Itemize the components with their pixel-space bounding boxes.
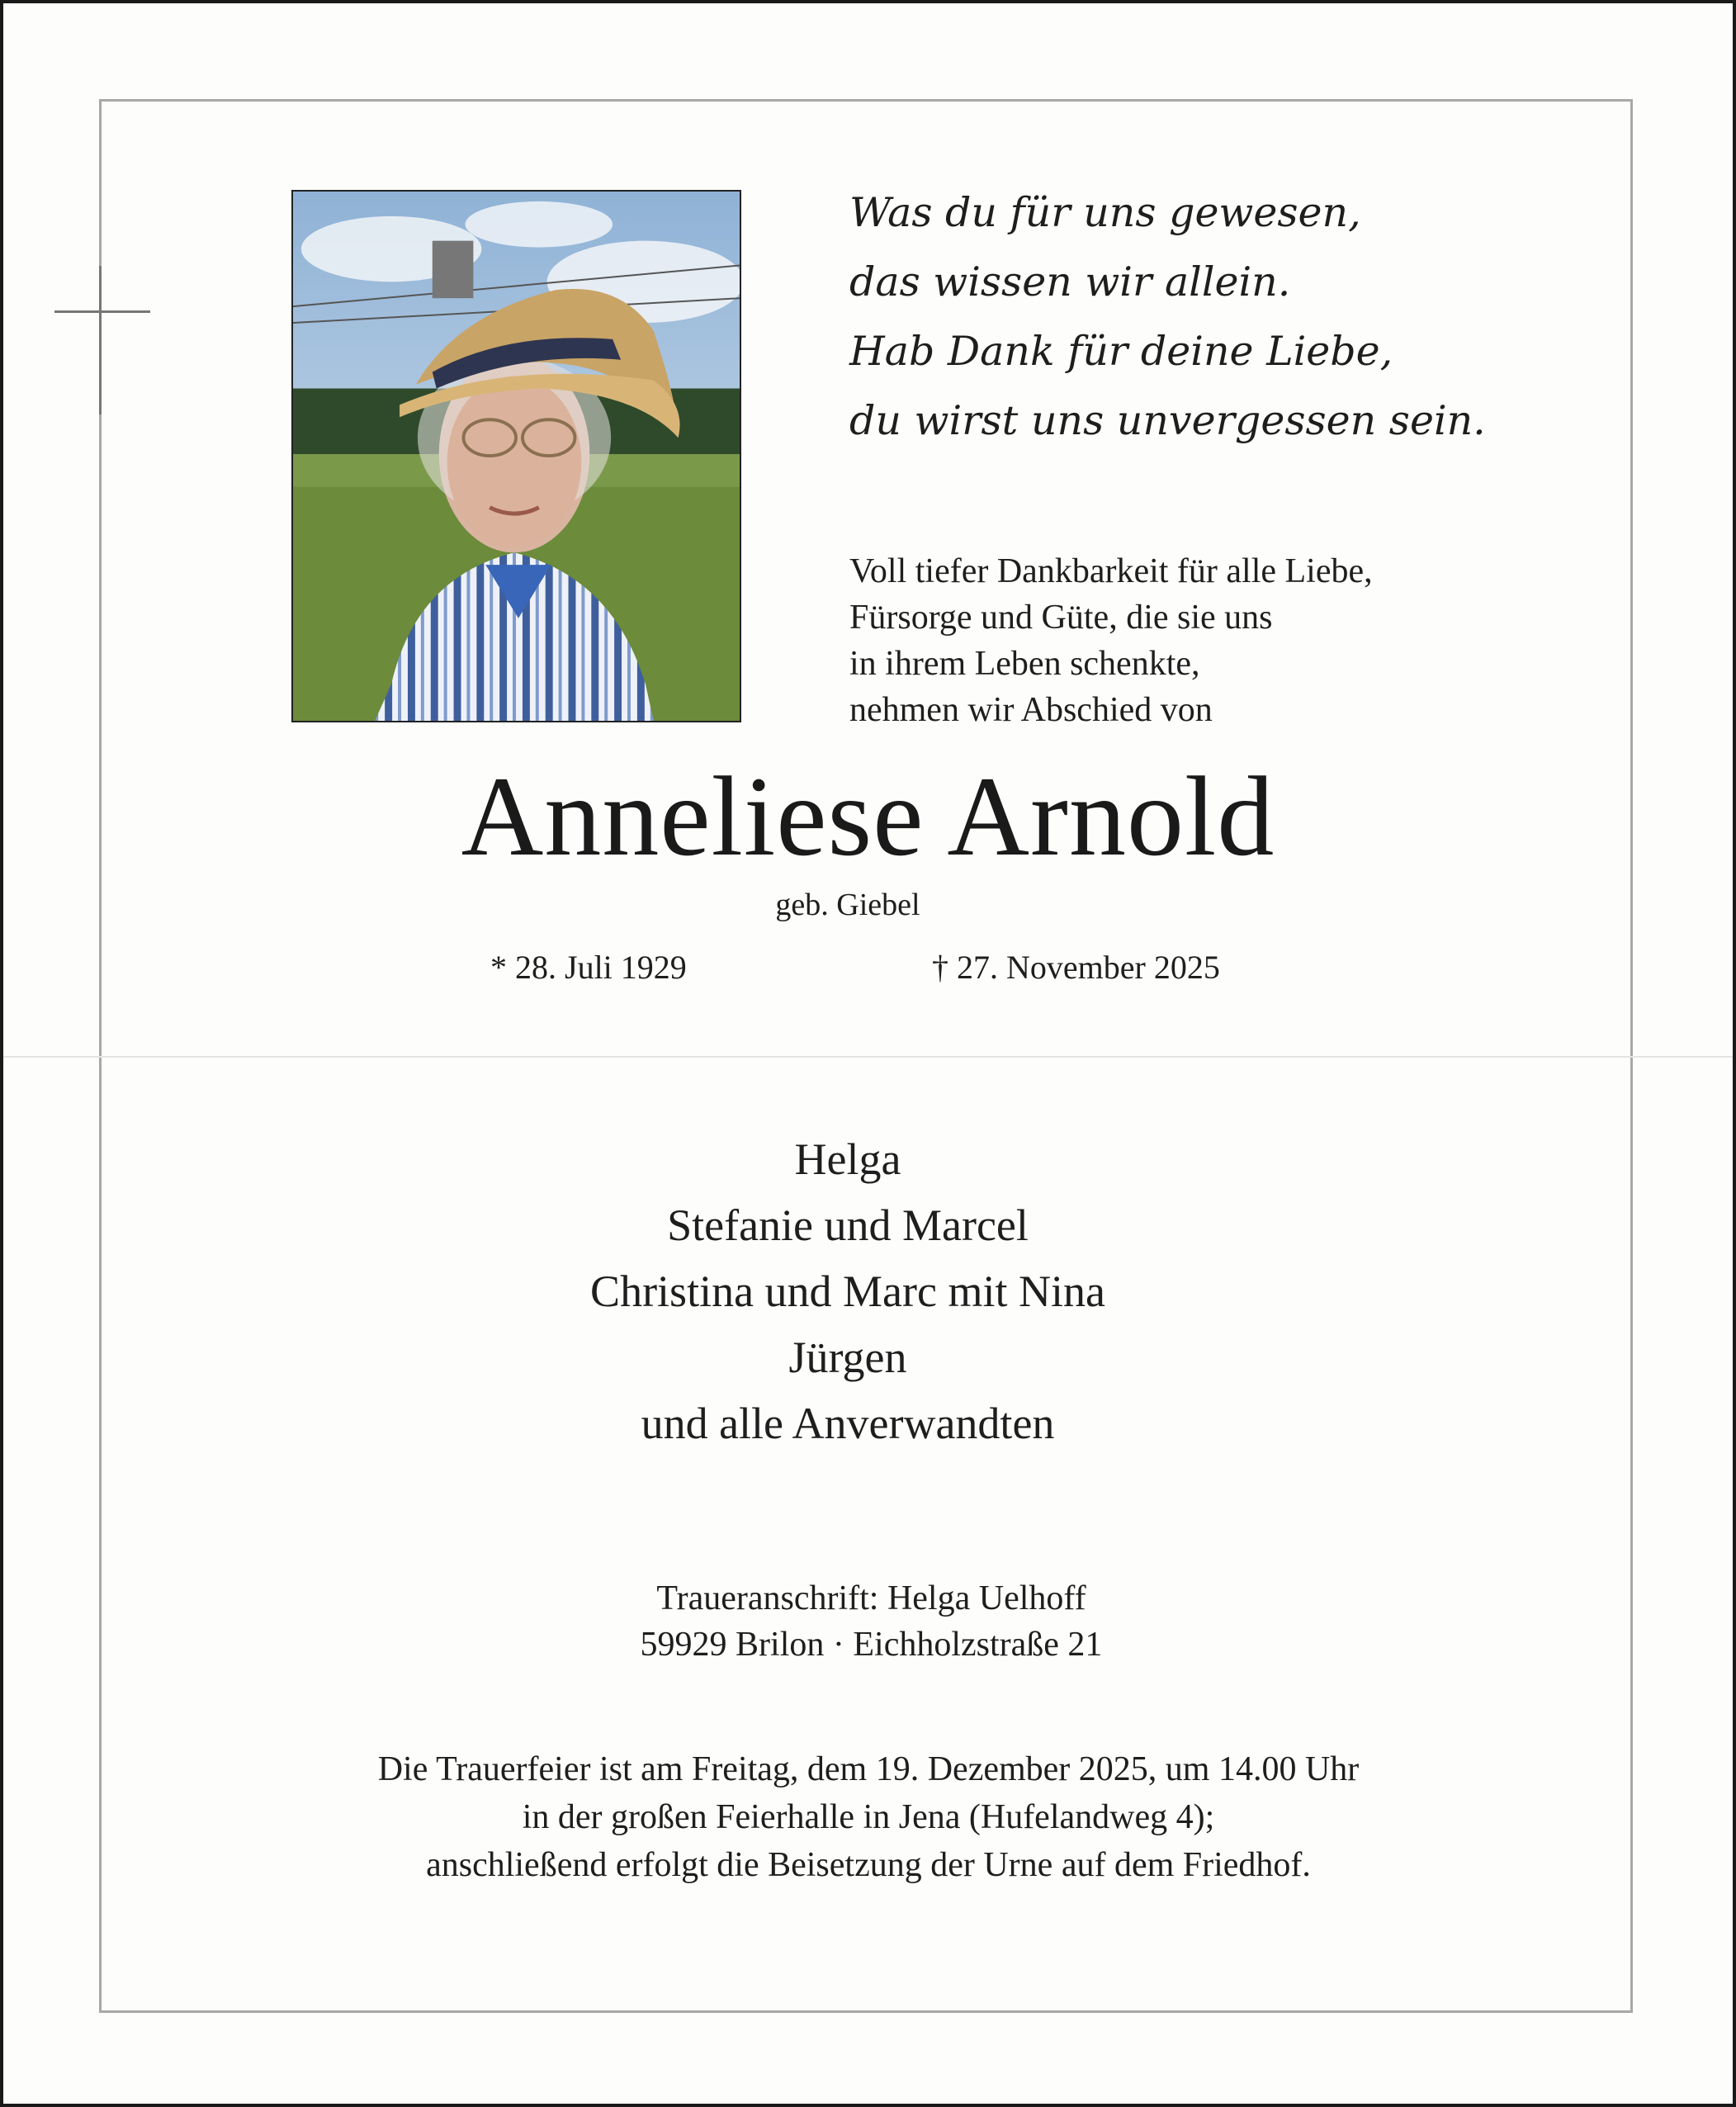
portrait-photo [291, 190, 741, 722]
dedication-line: Fürsorge und Güte, die sie uns [849, 599, 1273, 637]
fold-line [3, 1056, 1733, 1058]
birth-date: * 28. Juli 1929 [490, 949, 687, 986]
death-date: † 27. November 2025 [932, 949, 1220, 986]
ceremony-line: anschließend erfolgt die Beisetzung der Urne auf dem Friedhof. [426, 1846, 1311, 1884]
dedication-line: nehmen wir Abschied von [849, 691, 1213, 729]
poem [849, 178, 1486, 456]
mourning-address [3, 1575, 1736, 1668]
poem-line: Was du für uns gewesen, [849, 189, 1361, 236]
dedication-line: in ihrem Leben schenkte, [849, 645, 1200, 683]
mourner-line: Stefanie und Marcel [667, 1200, 1029, 1250]
maiden-name: geb. Giebel [775, 888, 920, 922]
deceased-name: Anneliese Arnold [461, 753, 1275, 879]
mourner-line: Jürgen [788, 1333, 907, 1382]
mourners-list [3, 1126, 1692, 1456]
dedication-text [849, 548, 1373, 733]
poem-line: das wissen wir allein. [849, 258, 1291, 305]
mourner-line: Helga [794, 1134, 901, 1184]
dedication-line: Voll tiefer Dankbarkeit für alle Liebe, [849, 552, 1373, 590]
poem-line: Hab Dank für deine Liebe, [849, 328, 1393, 375]
ceremony-line: in der großen Feierhalle in Jena (Hufelandweg 4); [522, 1798, 1215, 1836]
address-line: Traueranschrift: Helga Uelhoff [656, 1579, 1086, 1617]
mourner-line: Christina und Marc mit Nina [590, 1267, 1105, 1316]
ceremony-info [3, 1745, 1734, 1889]
ceremony-line: Die Trauerfeier ist am Freitag, dem 19. Dezember 2025, um 14.00 Uhr [377, 1750, 1360, 1788]
address-line: 59929 Brilon · Eichholzstraße 21 [640, 1626, 1103, 1664]
mourner-line: und alle Anverwandten [641, 1399, 1055, 1448]
cross-icon [54, 266, 150, 414]
poem-line: du wirst uns unvergessen sein. [849, 397, 1486, 444]
